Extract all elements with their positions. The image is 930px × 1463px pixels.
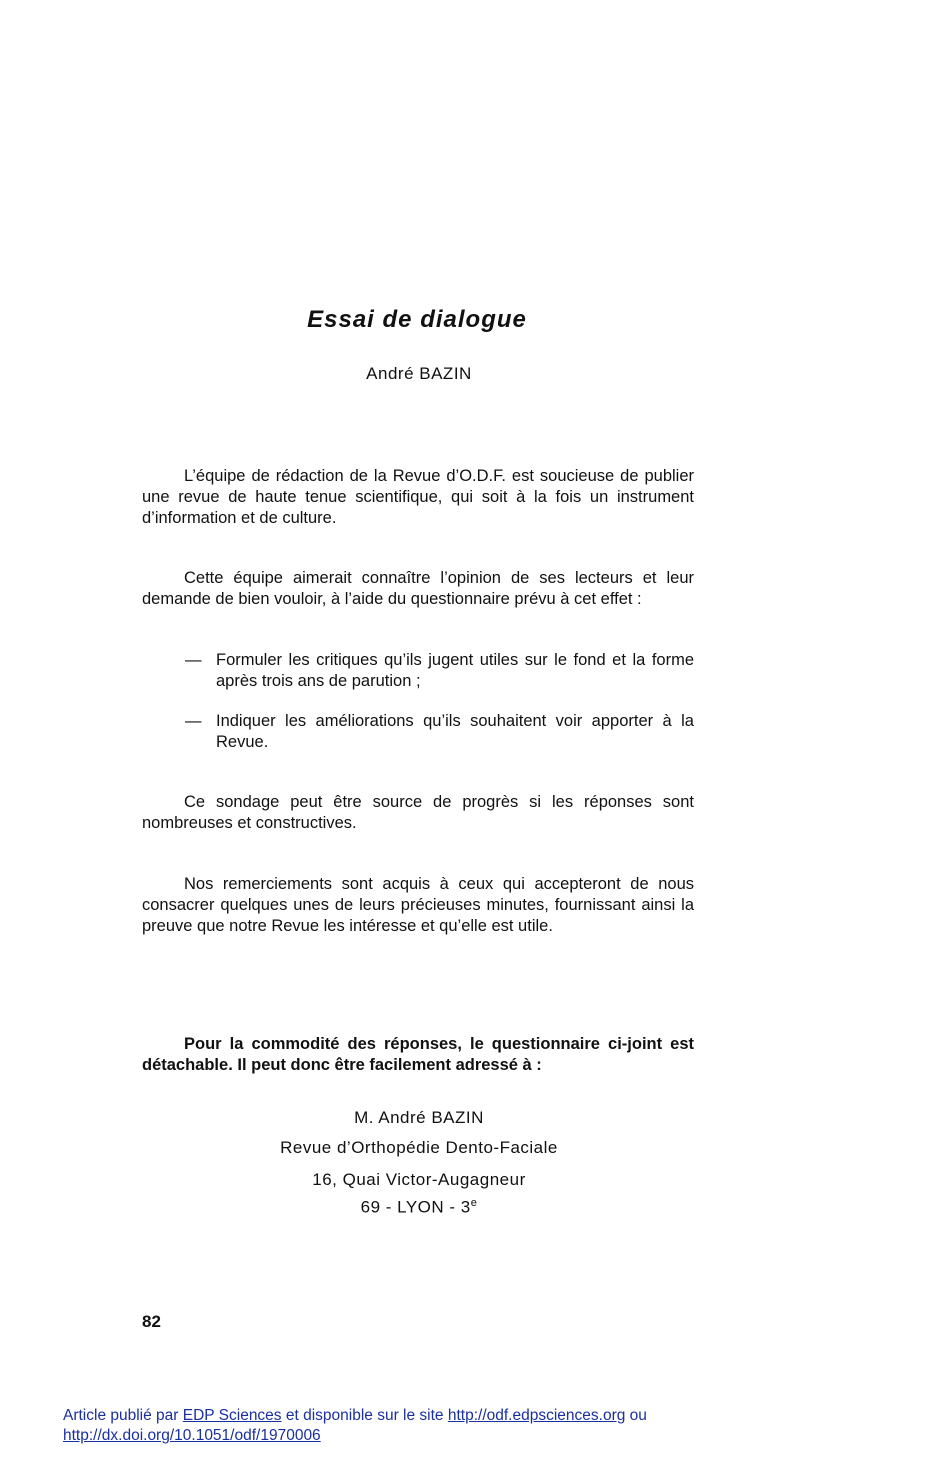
list-item-dash: — xyxy=(185,651,202,669)
list-item xyxy=(185,650,694,692)
paragraph-2-text: Cette équipe aimerait connaître l’opinion de ses lecteurs et leur demande de bien vouloir, à l’aide du questionnaire prévu à cet effet : xyxy=(142,569,694,608)
doi-link[interactable]: http://dx.doi.org/10.1051/odf/1970006 xyxy=(63,1427,321,1444)
paragraph-3 xyxy=(142,792,694,834)
address-city-main: 69 - LYON - 3 xyxy=(360,1197,471,1217)
footer-middle: et disponible sur le site xyxy=(281,1407,448,1424)
paragraph-4 xyxy=(142,874,694,937)
page-number: 82 xyxy=(142,1312,161,1331)
list-item-text: Formuler les critiques qu’ils jugent utiles sur le fond et la forme après trois ans de parution ; xyxy=(216,651,694,690)
footer-suffix: ou xyxy=(625,1407,647,1424)
paragraph-1-text: L’équipe de rédaction de la Revue d’O.D.F. est soucieuse de publier une revue de haute tenue scientifique, qui soit à la fois un instrument d’information et de culture. xyxy=(142,467,694,527)
footer-prefix: Article publié par xyxy=(63,1407,183,1424)
address-street: 16, Quai Victor-Augagneur xyxy=(312,1170,526,1189)
list-item xyxy=(185,711,694,753)
publisher-footer xyxy=(63,1406,863,1446)
publisher-link[interactable]: EDP Sciences xyxy=(182,1407,282,1424)
list-item-text: Indiquer les améliorations qu’ils souhaitent voir apporter à la Revue. xyxy=(216,712,694,751)
address-city xyxy=(0,1197,838,1218)
address-city-sup: e xyxy=(470,1197,478,1209)
paragraph-5-bold xyxy=(142,1034,694,1076)
paragraph-2 xyxy=(142,568,694,610)
list-item-dash: — xyxy=(185,712,202,730)
paragraph-1 xyxy=(142,466,694,529)
paragraph-3-text: Ce sondage peut être source de progrès si les réponses sont nombreuses et constructives. xyxy=(142,793,694,832)
paragraph-4-text: Nos remerciements sont acquis à ceux qui accepteront de nous consacrer quelques unes de leurs précieuses minutes, fournissant ainsi la preuve que notre Revue les intéresse et qu’elle est utile. xyxy=(142,875,694,935)
paragraph-5-text: Pour la commodité des réponses, le questionnaire ci-joint est détachable. Il peut donc être facilement adressé à : xyxy=(142,1035,694,1074)
address-journal: Revue d’Orthopédie Dento-Faciale xyxy=(280,1138,558,1157)
article-author: André BAZIN xyxy=(366,364,472,383)
article-title: Essai de dialogue xyxy=(307,306,527,333)
address-name: M. André BAZIN xyxy=(354,1108,484,1127)
site-link[interactable]: http://odf.edpsciences.org xyxy=(447,1407,626,1424)
